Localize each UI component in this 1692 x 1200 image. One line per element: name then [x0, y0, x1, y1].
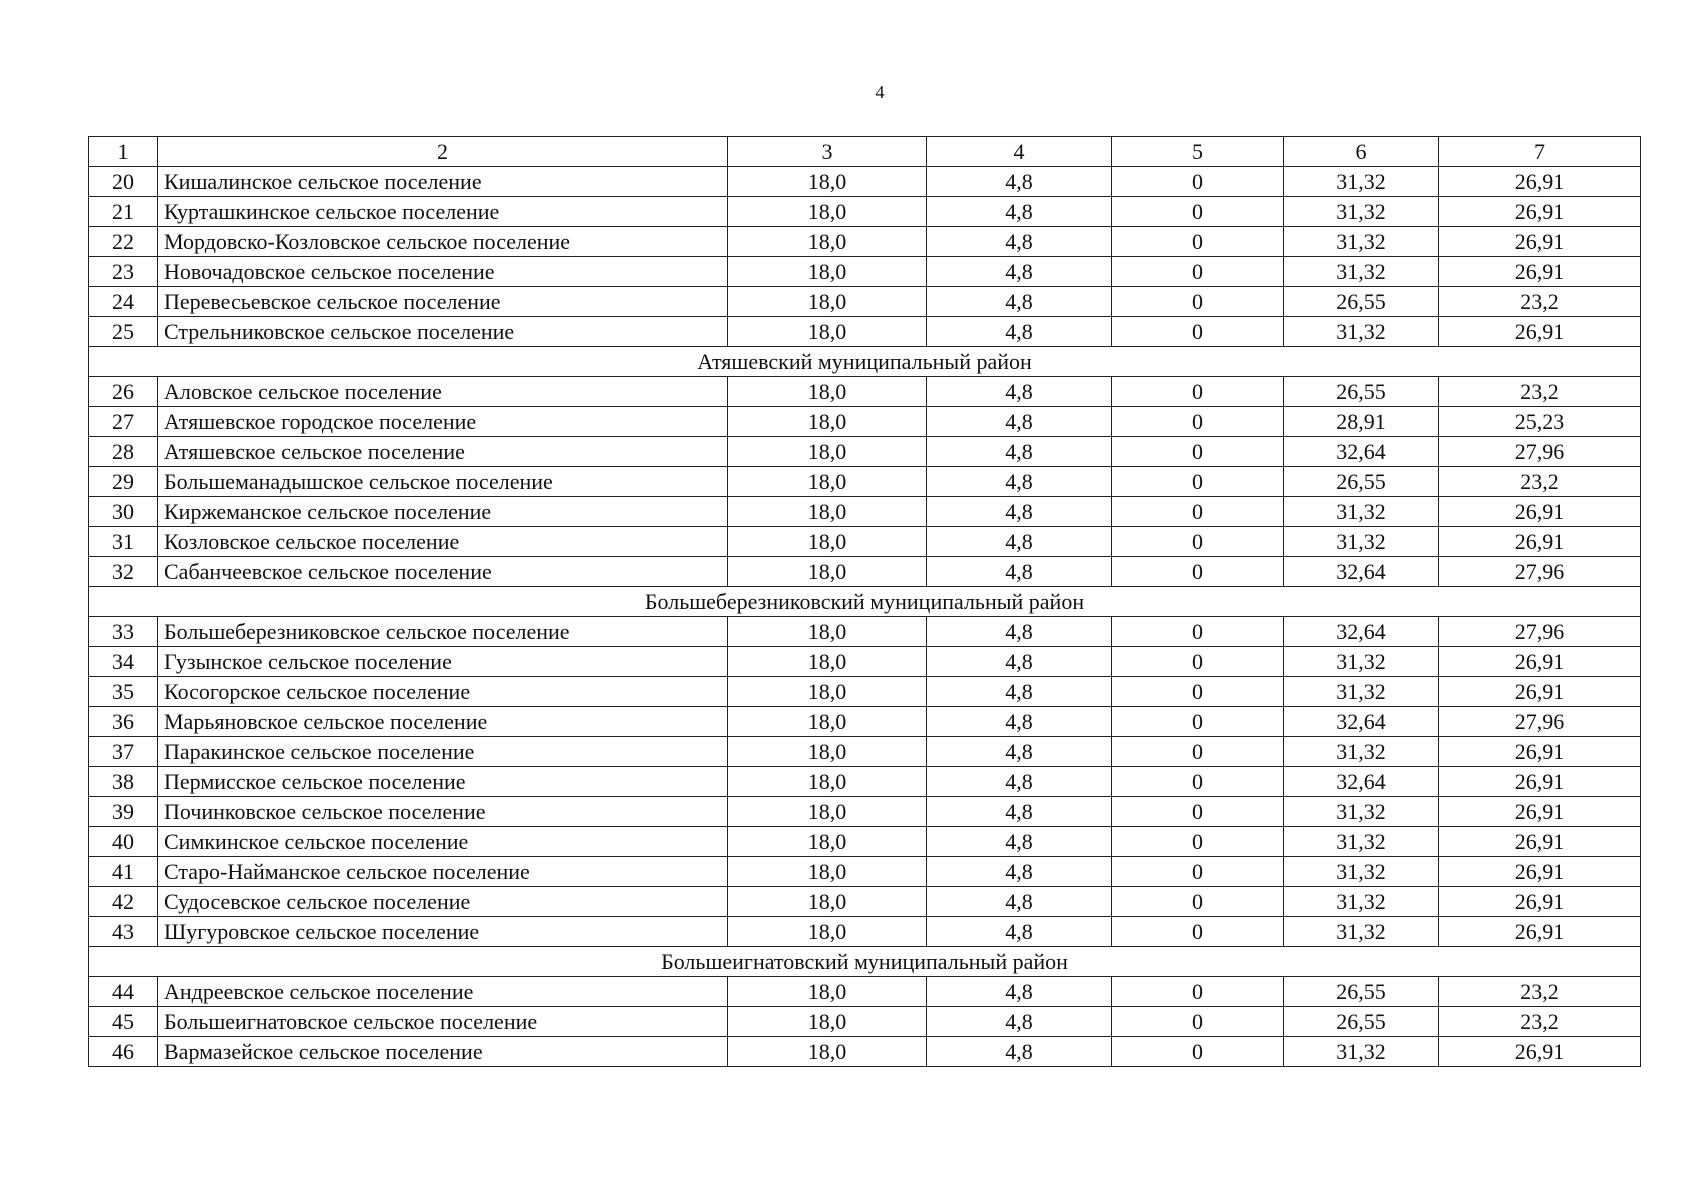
col6-value-cell: 28,91 [1284, 407, 1439, 437]
table-row [89, 377, 1641, 407]
col6-value-cell: 31,32 [1284, 317, 1439, 347]
table-row [89, 827, 1641, 857]
col7-value-cell: 27,96 [1439, 707, 1641, 737]
settlement-name-cell: Марьяновское сельское поселение [158, 707, 728, 737]
col3-value-cell: 18,0 [728, 917, 927, 947]
row-number-cell: 46 [89, 1037, 158, 1067]
row-number-cell: 20 [89, 167, 158, 197]
row-number-cell: 21 [89, 197, 158, 227]
col7-value-cell: 23,2 [1439, 1007, 1641, 1037]
settlement-name-cell: Кишалинское сельское поселение [158, 167, 728, 197]
col5-value-cell: 0 [1112, 317, 1284, 347]
col7-value-cell: 26,91 [1439, 257, 1641, 287]
table-row [89, 557, 1641, 587]
col7-value-cell: 26,91 [1439, 647, 1641, 677]
district-heading: Большеберезниковский муниципальный район [89, 587, 1641, 617]
column-header: 1 [89, 137, 158, 167]
row-number-cell: 32 [89, 557, 158, 587]
column-header: 4 [927, 137, 1112, 167]
table-row [89, 257, 1641, 287]
table-row [89, 407, 1641, 437]
col3-value-cell: 18,0 [728, 827, 927, 857]
col4-value-cell: 4,8 [927, 437, 1112, 467]
table-row [89, 917, 1641, 947]
col4-value-cell: 4,8 [927, 527, 1112, 557]
col3-value-cell: 18,0 [728, 227, 927, 257]
col5-value-cell: 0 [1112, 467, 1284, 497]
col5-value-cell: 0 [1112, 1037, 1284, 1067]
row-number-cell: 28 [89, 437, 158, 467]
col3-value-cell: 18,0 [728, 467, 927, 497]
col6-value-cell: 32,64 [1284, 767, 1439, 797]
col3-value-cell: 18,0 [728, 167, 927, 197]
table-row [89, 797, 1641, 827]
table-row [89, 527, 1641, 557]
table-body [89, 137, 1641, 1067]
table-row [89, 287, 1641, 317]
column-header: 6 [1284, 137, 1439, 167]
col6-value-cell: 31,32 [1284, 167, 1439, 197]
col6-value-cell: 31,32 [1284, 527, 1439, 557]
row-number-cell: 42 [89, 887, 158, 917]
col3-value-cell: 18,0 [728, 257, 927, 287]
col6-value-cell: 26,55 [1284, 377, 1439, 407]
col7-value-cell: 26,91 [1439, 887, 1641, 917]
row-number-cell: 36 [89, 707, 158, 737]
table-row [89, 497, 1641, 527]
col3-value-cell: 18,0 [728, 287, 927, 317]
col4-value-cell: 4,8 [927, 827, 1112, 857]
col7-value-cell: 26,91 [1439, 797, 1641, 827]
col7-value-cell: 26,91 [1439, 767, 1641, 797]
table-row [89, 647, 1641, 677]
col6-value-cell: 26,55 [1284, 287, 1439, 317]
settlement-name-cell: Паракинское сельское поселение [158, 737, 728, 767]
settlement-name-cell: Старо-Найманское сельское поселение [158, 857, 728, 887]
col6-value-cell: 26,55 [1284, 977, 1439, 1007]
col4-value-cell: 4,8 [927, 467, 1112, 497]
table-row [89, 887, 1641, 917]
settlement-name-cell: Пермисское сельское поселение [158, 767, 728, 797]
col5-value-cell: 0 [1112, 497, 1284, 527]
table-row [89, 437, 1641, 467]
row-number-cell: 39 [89, 797, 158, 827]
row-number-cell: 25 [89, 317, 158, 347]
col3-value-cell: 18,0 [728, 737, 927, 767]
table-row [89, 767, 1641, 797]
settlement-name-cell: Атяшевское сельское поселение [158, 437, 728, 467]
col4-value-cell: 4,8 [927, 167, 1112, 197]
col5-value-cell: 0 [1112, 197, 1284, 227]
col4-value-cell: 4,8 [927, 677, 1112, 707]
settlement-name-cell: Вармазейское сельское поселение [158, 1037, 728, 1067]
row-number-cell: 29 [89, 467, 158, 497]
settlement-name-cell: Мордовско-Козловское сельское поселение [158, 227, 728, 257]
row-number-cell: 41 [89, 857, 158, 887]
col3-value-cell: 18,0 [728, 647, 927, 677]
table-row [89, 467, 1641, 497]
col7-value-cell: 26,91 [1439, 227, 1641, 257]
col6-value-cell: 31,32 [1284, 647, 1439, 677]
col7-value-cell: 26,91 [1439, 317, 1641, 347]
col6-value-cell: 31,32 [1284, 257, 1439, 287]
col3-value-cell: 18,0 [728, 1007, 927, 1037]
col7-value-cell: 23,2 [1439, 377, 1641, 407]
col5-value-cell: 0 [1112, 287, 1284, 317]
col7-value-cell: 27,96 [1439, 617, 1641, 647]
col5-value-cell: 0 [1112, 377, 1284, 407]
table-row [89, 197, 1641, 227]
settlement-name-cell: Судосевское сельское поселение [158, 887, 728, 917]
col5-value-cell: 0 [1112, 257, 1284, 287]
col4-value-cell: 4,8 [927, 377, 1112, 407]
column-header: 2 [158, 137, 728, 167]
settlement-name-cell: Гузынское сельское поселение [158, 647, 728, 677]
row-number-cell: 22 [89, 227, 158, 257]
col3-value-cell: 18,0 [728, 527, 927, 557]
settlement-name-cell: Стрельниковское сельское поселение [158, 317, 728, 347]
col6-value-cell: 31,32 [1284, 227, 1439, 257]
col3-value-cell: 18,0 [728, 437, 927, 467]
row-number-cell: 31 [89, 527, 158, 557]
col5-value-cell: 0 [1112, 857, 1284, 887]
col5-value-cell: 0 [1112, 1007, 1284, 1037]
col6-value-cell: 31,32 [1284, 737, 1439, 767]
col6-value-cell: 31,32 [1284, 197, 1439, 227]
col6-value-cell: 31,32 [1284, 797, 1439, 827]
col4-value-cell: 4,8 [927, 287, 1112, 317]
col7-value-cell: 23,2 [1439, 287, 1641, 317]
row-number-cell: 23 [89, 257, 158, 287]
col6-value-cell: 31,32 [1284, 887, 1439, 917]
settlement-name-cell: Новочадовское сельское поселение [158, 257, 728, 287]
col3-value-cell: 18,0 [728, 797, 927, 827]
table-row [89, 977, 1641, 1007]
table-row [89, 227, 1641, 257]
settlement-name-cell: Атяшевское городское поселение [158, 407, 728, 437]
settlement-name-cell: Курташкинское сельское поселение [158, 197, 728, 227]
column-header: 3 [728, 137, 927, 167]
col3-value-cell: 18,0 [728, 707, 927, 737]
table-row [89, 857, 1641, 887]
col6-value-cell: 32,64 [1284, 617, 1439, 647]
col7-value-cell: 25,23 [1439, 407, 1641, 437]
col6-value-cell: 31,32 [1284, 827, 1439, 857]
column-header: 5 [1112, 137, 1284, 167]
col5-value-cell: 0 [1112, 617, 1284, 647]
col4-value-cell: 4,8 [927, 497, 1112, 527]
row-number-cell: 26 [89, 377, 158, 407]
row-number-cell: 37 [89, 737, 158, 767]
col3-value-cell: 18,0 [728, 767, 927, 797]
row-number-cell: 27 [89, 407, 158, 437]
table-row [89, 317, 1641, 347]
settlement-name-cell: Починковское сельское поселение [158, 797, 728, 827]
row-number-cell: 40 [89, 827, 158, 857]
col7-value-cell: 26,91 [1439, 167, 1641, 197]
settlement-name-cell: Киржеманское сельское поселение [158, 497, 728, 527]
col6-value-cell: 31,32 [1284, 917, 1439, 947]
col4-value-cell: 4,8 [927, 1037, 1112, 1067]
col4-value-cell: 4,8 [927, 617, 1112, 647]
settlement-name-cell: Перевесьевское сельское поселение [158, 287, 728, 317]
col7-value-cell: 26,91 [1439, 527, 1641, 557]
col4-value-cell: 4,8 [927, 857, 1112, 887]
col6-value-cell: 31,32 [1284, 497, 1439, 527]
settlement-name-cell: Большеигнатовское сельское поселение [158, 1007, 728, 1037]
col4-value-cell: 4,8 [927, 977, 1112, 1007]
district-heading-row [89, 587, 1641, 617]
col4-value-cell: 4,8 [927, 647, 1112, 677]
settlement-name-cell: Косогорское сельское поселение [158, 677, 728, 707]
row-number-cell: 43 [89, 917, 158, 947]
settlement-name-cell: Андреевское сельское поселение [158, 977, 728, 1007]
col5-value-cell: 0 [1112, 887, 1284, 917]
district-heading: Атяшевский муниципальный район [89, 347, 1641, 377]
settlement-name-cell: Большеманадышское сельское поселение [158, 467, 728, 497]
district-heading-row [89, 347, 1641, 377]
col3-value-cell: 18,0 [728, 857, 927, 887]
col7-value-cell: 27,96 [1439, 557, 1641, 587]
settlements-table [88, 136, 1641, 1067]
col4-value-cell: 4,8 [927, 557, 1112, 587]
col7-value-cell: 26,91 [1439, 827, 1641, 857]
col3-value-cell: 18,0 [728, 497, 927, 527]
row-number-cell: 33 [89, 617, 158, 647]
row-number-cell: 44 [89, 977, 158, 1007]
col6-value-cell: 31,32 [1284, 857, 1439, 887]
col3-value-cell: 18,0 [728, 1037, 927, 1067]
col4-value-cell: 4,8 [927, 227, 1112, 257]
col5-value-cell: 0 [1112, 167, 1284, 197]
col7-value-cell: 26,91 [1439, 197, 1641, 227]
settlement-name-cell: Шугуровское сельское поселение [158, 917, 728, 947]
column-header: 7 [1439, 137, 1641, 167]
col5-value-cell: 0 [1112, 647, 1284, 677]
col4-value-cell: 4,8 [927, 1007, 1112, 1037]
col5-value-cell: 0 [1112, 407, 1284, 437]
col7-value-cell: 26,91 [1439, 737, 1641, 767]
row-number-cell: 34 [89, 647, 158, 677]
district-heading-row [89, 947, 1641, 977]
settlement-name-cell: Аловское сельское поселение [158, 377, 728, 407]
table-row [89, 707, 1641, 737]
table-row [89, 1007, 1641, 1037]
district-heading: Большеигнатовский муниципальный район [89, 947, 1641, 977]
col5-value-cell: 0 [1112, 677, 1284, 707]
col4-value-cell: 4,8 [927, 767, 1112, 797]
row-number-cell: 35 [89, 677, 158, 707]
col6-value-cell: 31,32 [1284, 677, 1439, 707]
col4-value-cell: 4,8 [927, 737, 1112, 767]
col7-value-cell: 26,91 [1439, 677, 1641, 707]
col6-value-cell: 31,32 [1284, 1037, 1439, 1067]
col4-value-cell: 4,8 [927, 407, 1112, 437]
settlement-name-cell: Большеберезниковское сельское поселение [158, 617, 728, 647]
row-number-cell: 24 [89, 287, 158, 317]
col5-value-cell: 0 [1112, 827, 1284, 857]
settlement-name-cell: Козловское сельское поселение [158, 527, 728, 557]
col5-value-cell: 0 [1112, 917, 1284, 947]
col6-value-cell: 32,64 [1284, 437, 1439, 467]
col5-value-cell: 0 [1112, 437, 1284, 467]
table-row [89, 737, 1641, 767]
col5-value-cell: 0 [1112, 977, 1284, 1007]
col3-value-cell: 18,0 [728, 197, 927, 227]
table-row [89, 1037, 1641, 1067]
col5-value-cell: 0 [1112, 797, 1284, 827]
col5-value-cell: 0 [1112, 767, 1284, 797]
col5-value-cell: 0 [1112, 527, 1284, 557]
col3-value-cell: 18,0 [728, 407, 927, 437]
column-header-row [89, 137, 1641, 167]
col7-value-cell: 26,91 [1439, 497, 1641, 527]
col6-value-cell: 32,64 [1284, 557, 1439, 587]
col3-value-cell: 18,0 [728, 557, 927, 587]
col4-value-cell: 4,8 [927, 197, 1112, 227]
col3-value-cell: 18,0 [728, 317, 927, 347]
settlement-name-cell: Сабанчеевское сельское поселение [158, 557, 728, 587]
col7-value-cell: 26,91 [1439, 857, 1641, 887]
page-number: 4 [875, 82, 885, 102]
col6-value-cell: 26,55 [1284, 1007, 1439, 1037]
col4-value-cell: 4,8 [927, 707, 1112, 737]
col5-value-cell: 0 [1112, 707, 1284, 737]
col3-value-cell: 18,0 [728, 977, 927, 1007]
col4-value-cell: 4,8 [927, 887, 1112, 917]
row-number-cell: 30 [89, 497, 158, 527]
col7-value-cell: 26,91 [1439, 917, 1641, 947]
col4-value-cell: 4,8 [927, 317, 1112, 347]
col3-value-cell: 18,0 [728, 617, 927, 647]
col7-value-cell: 26,91 [1439, 1037, 1641, 1067]
col7-value-cell: 27,96 [1439, 437, 1641, 467]
col3-value-cell: 18,0 [728, 677, 927, 707]
col3-value-cell: 18,0 [728, 887, 927, 917]
col4-value-cell: 4,8 [927, 917, 1112, 947]
col5-value-cell: 0 [1112, 227, 1284, 257]
settlement-name-cell: Симкинское сельское поселение [158, 827, 728, 857]
col5-value-cell: 0 [1112, 557, 1284, 587]
col5-value-cell: 0 [1112, 737, 1284, 767]
col4-value-cell: 4,8 [927, 797, 1112, 827]
table-row [89, 617, 1641, 647]
row-number-cell: 38 [89, 767, 158, 797]
col7-value-cell: 23,2 [1439, 977, 1641, 1007]
table-row [89, 167, 1641, 197]
col3-value-cell: 18,0 [728, 377, 927, 407]
row-number-cell: 45 [89, 1007, 158, 1037]
col6-value-cell: 32,64 [1284, 707, 1439, 737]
col4-value-cell: 4,8 [927, 257, 1112, 287]
table-row [89, 677, 1641, 707]
col7-value-cell: 23,2 [1439, 467, 1641, 497]
col6-value-cell: 26,55 [1284, 467, 1439, 497]
